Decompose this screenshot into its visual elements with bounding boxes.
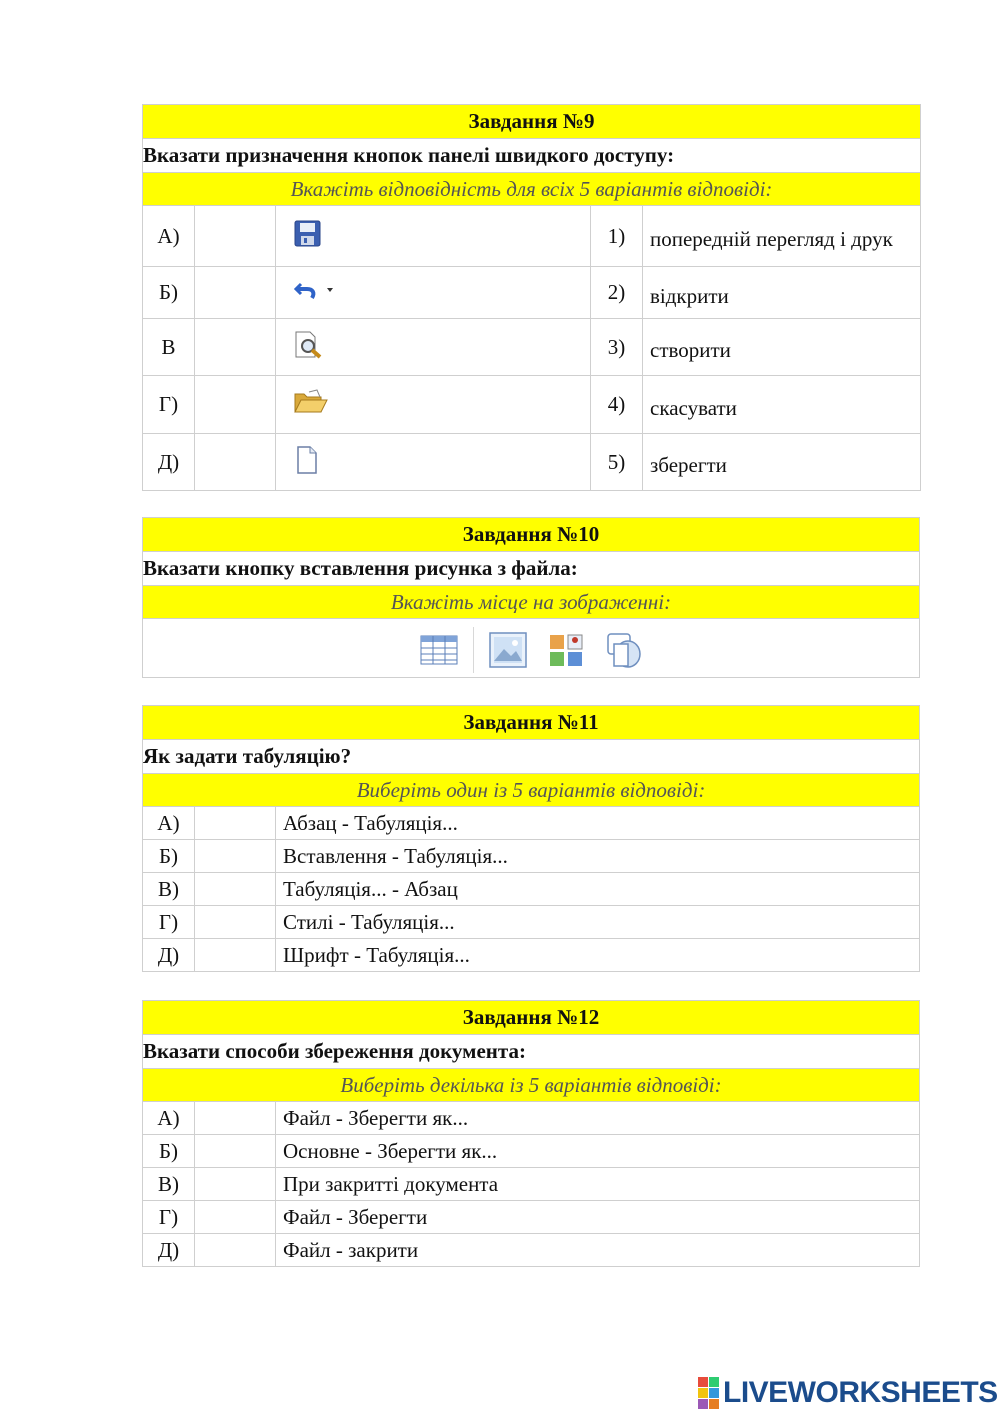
option-letter: В) [143,873,195,906]
answer-text: створити [643,319,921,376]
option-letter: Б) [143,840,195,873]
option-letter: Д) [143,1234,195,1267]
option-text: Файл - Зберегти як... [276,1102,920,1135]
task-9-row [143,319,921,376]
option-select-cell[interactable] [195,1102,276,1135]
answer-text: попередній перегляд і друк [643,206,921,267]
option-letter: Г) [143,906,195,939]
shapes-icon[interactable] [604,630,644,670]
option-text: Вставлення - Табуляція... [276,840,920,873]
answer-text: скасувати [643,376,921,434]
option-row [143,1201,920,1234]
option-select-cell[interactable] [195,939,276,972]
option-text: Табуляція... - Абзац [276,873,920,906]
liveworksheets-logo-icon [698,1377,719,1409]
task-9-row [143,434,921,491]
task-12-title: Завдання №12 [143,1001,920,1035]
icon-cell [276,319,591,376]
table-icon[interactable] [419,633,459,667]
option-letter: А) [143,807,195,840]
answer-number: 1) [591,206,643,267]
task-10-instruction: Вкажіть місце на зображенні: [143,586,920,619]
option-text: Файл - Зберегти [276,1201,920,1234]
option-row [143,873,920,906]
option-letter: В) [143,1168,195,1201]
new-document-icon [293,445,321,475]
option-letter: Б) [143,1135,195,1168]
task-9-row [143,376,921,434]
task-9-table [142,104,921,491]
option-letter: Д) [143,939,195,972]
task-9-title: Завдання №9 [143,105,921,139]
option-text: Абзац - Табуляція... [276,807,920,840]
task-9-question: Вказати призначення кнопок панелі швидкого доступу: [143,139,921,173]
option-select-cell[interactable] [195,1168,276,1201]
task-12-instruction: Виберіть декілька із 5 варіантів відповіді: [143,1069,920,1102]
answer-drop-slot[interactable] [195,376,276,434]
picture-icon[interactable] [488,631,528,669]
toolbar-image-cell [143,619,920,678]
option-text: Основне - Зберегти як... [276,1135,920,1168]
option-select-cell[interactable] [195,906,276,939]
task-11-table [142,705,920,972]
task-11-instruction: Виберіть один із 5 варіантів відповіді: [143,774,920,807]
insert-toolbar [419,627,644,673]
option-text: При закритті документа [276,1168,920,1201]
option-row [143,1102,920,1135]
option-row [143,807,920,840]
task-11-question: Як задати табуляцію? [143,740,920,774]
answer-number: 5) [591,434,643,491]
liveworksheets-watermark[interactable] [698,1376,998,1410]
option-select-cell[interactable] [195,873,276,906]
task-9-row [143,267,921,319]
option-text: Шрифт - Табуляція... [276,939,920,972]
answer-text: зберегти [643,434,921,491]
clip-art-icon[interactable] [546,632,586,668]
option-text: Стилі - Табуляція... [276,906,920,939]
option-select-cell[interactable] [195,1201,276,1234]
option-letter: Г) [143,1201,195,1234]
answer-drop-slot[interactable] [195,319,276,376]
task-10-question: Вказати кнопку вставлення рисунка з файла: [143,552,920,586]
icon-cell [276,267,591,319]
task-9-instruction: Вкажіть відповідність для всіх 5 варіантів відповіді: [143,173,921,206]
option-letter: Г) [143,376,195,434]
icon-cell [276,206,591,267]
answer-text: відкрити [643,267,921,319]
option-select-cell[interactable] [195,1135,276,1168]
task-10-table [142,517,920,678]
task-12-table [142,1000,920,1267]
task-9-row [143,206,921,267]
answer-drop-slot[interactable] [195,267,276,319]
task-12-question: Вказати способи збереження документа: [143,1035,920,1069]
option-letter: А) [143,206,195,267]
print-preview-icon [293,330,325,360]
option-row [143,1168,920,1201]
option-row [143,840,920,873]
answer-drop-slot[interactable] [195,434,276,491]
option-letter: Д) [143,434,195,491]
option-select-cell[interactable] [195,807,276,840]
icon-cell [276,376,591,434]
task-10-title: Завдання №10 [143,518,920,552]
liveworksheets-brand: LIVEWORKSHEETS [723,1376,998,1409]
option-letter: А) [143,1102,195,1135]
option-letter: В [143,319,195,376]
answer-drop-slot[interactable] [195,206,276,267]
option-row [143,1234,920,1267]
task-11-title: Завдання №11 [143,706,920,740]
option-text: Файл - закрити [276,1234,920,1267]
option-row [143,906,920,939]
toolbar-separator [473,627,474,673]
option-select-cell[interactable] [195,1234,276,1267]
option-row [143,939,920,972]
option-row [143,1135,920,1168]
save-icon [293,220,323,248]
answer-number: 3) [591,319,643,376]
option-select-cell[interactable] [195,840,276,873]
undo-icon [293,278,337,302]
icon-cell [276,434,591,491]
option-letter: Б) [143,267,195,319]
open-folder-icon [293,388,329,416]
answer-number: 4) [591,376,643,434]
answer-number: 2) [591,267,643,319]
